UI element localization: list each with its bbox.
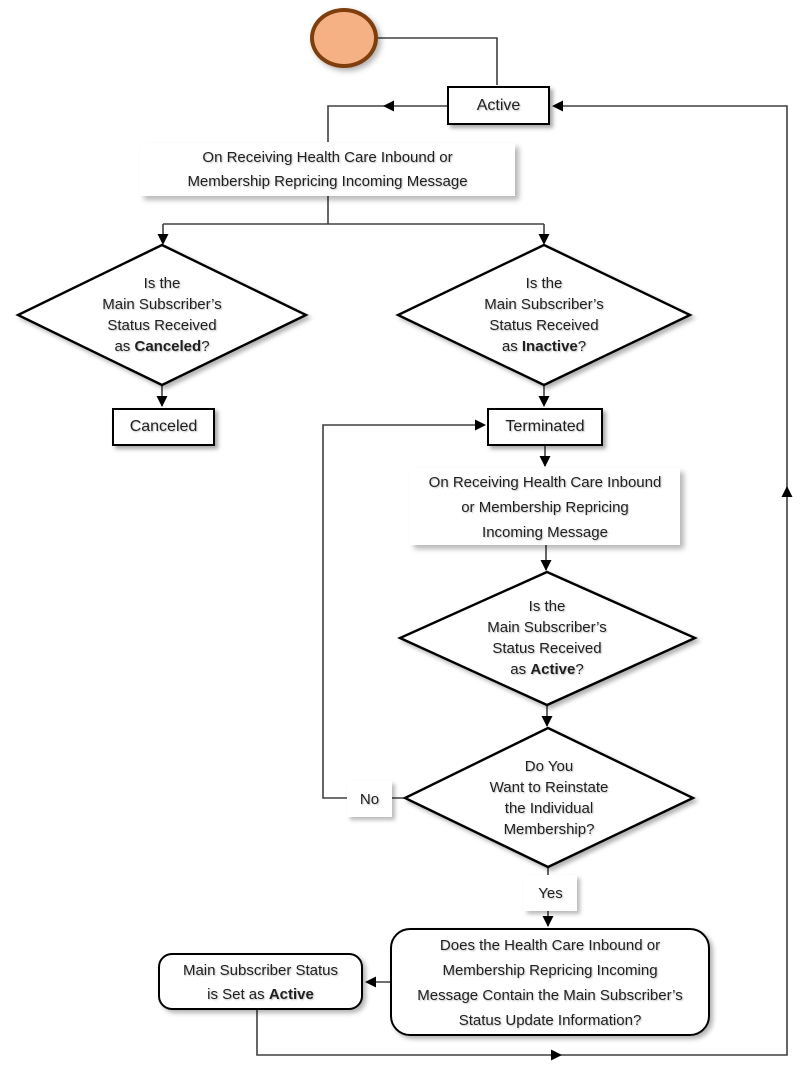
decision-line: Want to Reinstate: [489, 779, 609, 796]
decision-line: Membership?: [503, 821, 595, 838]
decision-line: Status Received: [489, 317, 599, 334]
arrow-down-icon: [540, 456, 551, 467]
decision-reinstate-text: [429, 756, 669, 840]
arrow-right-icon: [475, 420, 486, 431]
canceled-state-box: [112, 408, 215, 446]
edge-message1-split: [163, 196, 544, 243]
decision-line: Main Subscriber’s: [487, 619, 607, 636]
decision-keyword: Active: [530, 661, 576, 678]
question-line: Status Update Information?: [458, 1012, 642, 1029]
no-edge-text: No: [359, 790, 380, 808]
decision-canceled-text: [42, 273, 282, 357]
decision-inactive-text: [424, 273, 664, 357]
arrow-down-icon: [542, 716, 553, 727]
decision-line: the Individual: [504, 800, 594, 817]
arrow-left-icon: [365, 977, 376, 988]
decision-line: Status Received: [107, 317, 217, 334]
yes-edge-label: [524, 875, 577, 911]
set-active-node: [158, 953, 363, 1010]
decision-line-suffix: ?: [575, 661, 584, 678]
decision-line-prefix: as: [501, 338, 522, 355]
decision-line: Do You: [524, 758, 574, 775]
decision-line: Main Subscriber’s: [102, 296, 222, 313]
event-message-2-line: Incoming Message: [482, 524, 608, 541]
decision-line-prefix: as: [114, 338, 135, 355]
decision-keyword: Canceled: [134, 338, 202, 355]
arrow-down-icon: [157, 396, 168, 407]
arrow-down-icon: [539, 234, 550, 245]
edge-start-to-active: [378, 38, 497, 85]
event-message-1-line: On Receiving Health Care Inbound or: [202, 149, 453, 166]
question-line: Membership Repricing Incoming: [442, 962, 658, 979]
terminated-state-label: Terminated: [505, 418, 585, 435]
decision-line-prefix: as: [510, 661, 531, 678]
decision-line: Is the: [525, 275, 563, 292]
active-state-box: [447, 86, 550, 125]
terminated-state-box: [487, 408, 603, 446]
canceled-state-label: Canceled: [129, 418, 198, 435]
active-state-label: Active: [476, 96, 521, 114]
no-edge-label: [347, 781, 392, 817]
decision-line: Status Received: [492, 640, 602, 657]
decision-line: Is the: [143, 275, 181, 292]
set-active-line-prefix: is Set as: [207, 986, 269, 1003]
decision-line: Is the: [528, 598, 566, 615]
event-message-1-line: Membership Repricing Incoming Message: [187, 173, 468, 190]
question-line: Does the Health Care Inbound or: [439, 937, 661, 954]
arrowheads: [157, 101, 793, 1061]
question-status-update-node: [390, 928, 710, 1036]
event-message-2: [410, 468, 680, 545]
arrow-down-icon: [541, 560, 552, 571]
arrow-down-icon: [539, 396, 550, 407]
yes-edge-text: Yes: [538, 884, 563, 902]
arrow-right-icon: [551, 1050, 562, 1061]
arrow-up-icon: [782, 486, 793, 497]
question-line: Message Contain the Main Subscriber’s: [417, 987, 683, 1004]
arrow-down-icon: [543, 916, 554, 927]
event-message-1: [140, 143, 515, 196]
arrow-left-icon: [383, 101, 394, 112]
edge-active-to-message1: [328, 106, 447, 142]
set-active-line: Main Subscriber Status: [182, 962, 339, 979]
event-message-2-line: On Receiving Health Care Inbound: [428, 474, 662, 491]
edge-return-to-active: [257, 106, 787, 1055]
arrow-left-icon: [552, 101, 563, 112]
decision-line: Main Subscriber’s: [484, 296, 604, 313]
arrow-down-icon: [158, 234, 169, 245]
event-message-2-line: or Membership Repricing: [461, 499, 629, 516]
decision-keyword: Inactive: [521, 338, 578, 355]
start-node: [310, 8, 378, 68]
decision-line-suffix: ?: [577, 338, 587, 355]
decision-line-suffix: ?: [201, 338, 210, 355]
set-active-keyword: Active: [268, 986, 314, 1003]
decision-active-text: [427, 596, 667, 680]
